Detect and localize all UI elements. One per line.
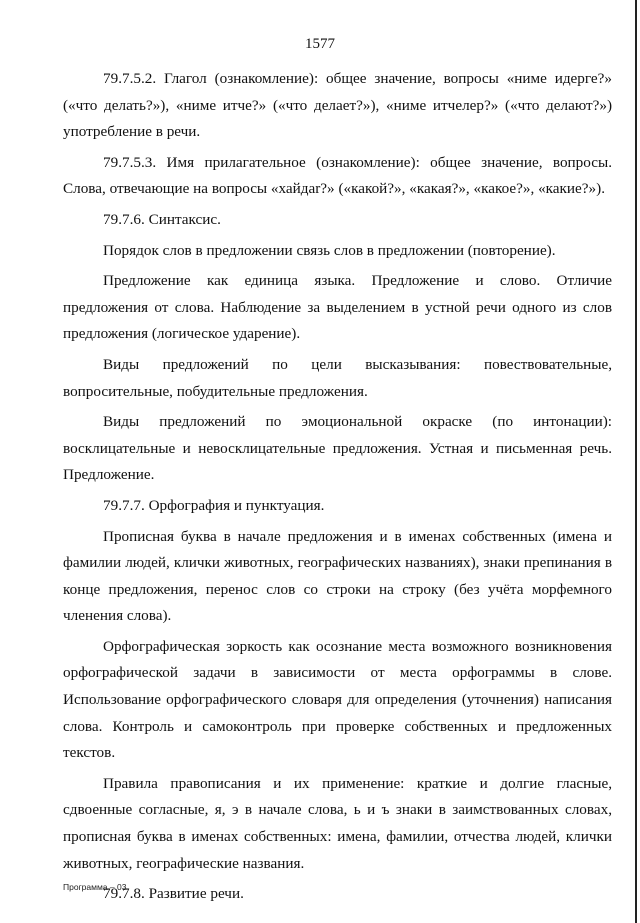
paragraph-word-order: Порядок слов в предложении связь слов в предложении (повторение). [103, 241, 556, 259]
paragraph-sentence-purpose: Виды предложений по цели высказывания: повествовательные, вопросительные, побудительные предложения. [63, 355, 612, 400]
section-heading-speech-development: 79.7.8. Развитие речи. [103, 885, 244, 903]
paragraph-sentence-emotion: Виды предложений по эмоциональной окраске (по интонации): восклицательные и невосклицательные предложения. Устная и письменная речь. Предложение. [63, 413, 612, 484]
page-footer: Программа – 03 [63, 882, 127, 892]
paragraph-capital-letters: Прописная буква в начале предложения и в именах собственных (имена и фамилии людей, клички животных, географических названиях), знаки препинания в конце предложения, перенос слов со строки на строку (без учёта морфемного членения слова). [63, 527, 612, 625]
paragraph-verb: 79.7.5.2. Глагол (ознакомление): общее значение, вопросы «ниме идерге?» («что делать?»), «ниме итче?» («что делает?»), «ниме итчелер?» («что делают?») употребление в речи. [63, 70, 612, 141]
paragraph-adjective: 79.7.5.3. Имя прилагательное (ознакомление): общее значение, вопросы. Слова, отвечающие на вопросы «хайдаr?» («какой?», «какая?», «какое?», «какие?»). [63, 153, 612, 198]
section-heading-syntax: 79.7.6. Синтаксис. [103, 210, 221, 228]
paragraph-orthographic-vigilance: Орфографическая зоркость как осознание места возможного возникновения орфографической задачи в зависимости от места орфограммы в слове. Использование орфографического словаря для определения (уточнения) написания слова. Контроль и самоконтроль при проверке собственных и предложенных текстов. [63, 637, 612, 762]
paragraph-sentence-unit: Предложение как единица языка. Предложение и слово. Отличие предложения от слова. Наблюдение за выделением в устной речи одного из слов предложения (логическое ударение). [63, 272, 612, 343]
paragraph-spelling-rules: Правила правописания и их применение: краткие и долгие гласные, сдвоенные согласные, я, э в начале слова, ь и ъ знаки в заимствованных словах, прописная буква в именах собственных: имена, фамилии, отчества людей, клички животных, географические названия. [63, 774, 612, 872]
section-heading-orthography: 79.7.7. Орфография и пунктуация. [103, 496, 325, 514]
scan-edge-line [635, 0, 637, 923]
document-body [63, 66, 612, 912]
page-number: 1577 [305, 36, 335, 52]
